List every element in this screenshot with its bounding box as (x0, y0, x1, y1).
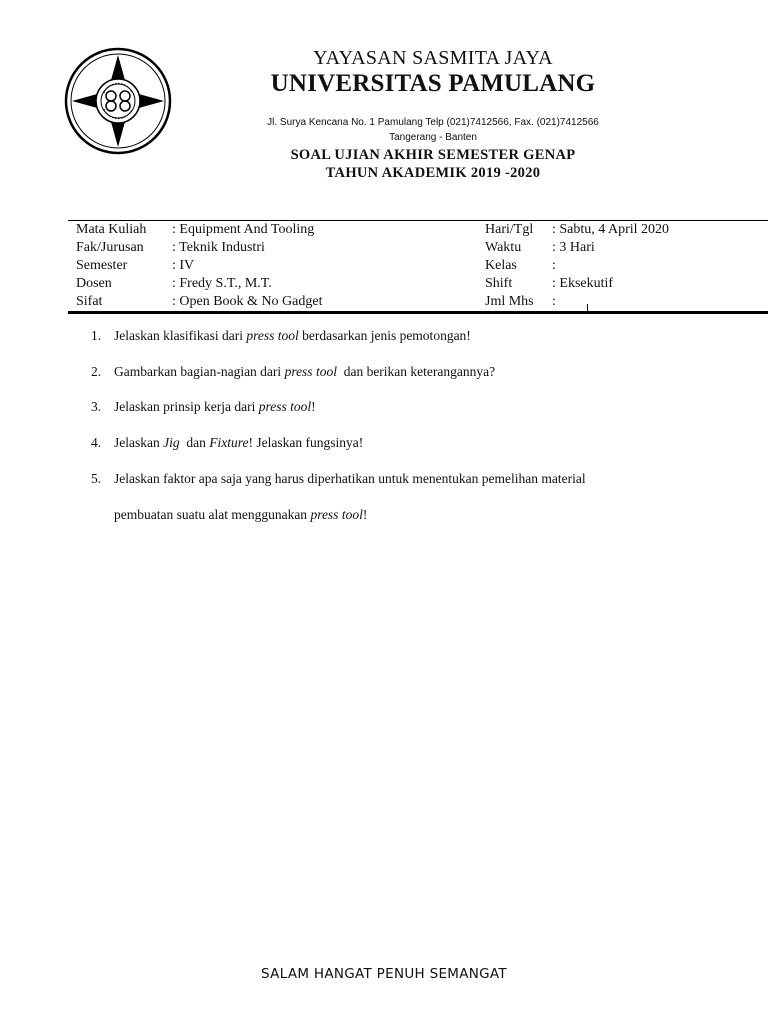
question-number: 3. (91, 399, 102, 414)
info-label: Semester (76, 258, 128, 273)
address-line-2: Tangerang - Banten (389, 132, 477, 143)
exam-title: SOAL UJIAN AKHIR SEMESTER GENAP (290, 147, 576, 163)
info-label: Dosen (76, 276, 112, 291)
info-value: : IV (172, 258, 195, 273)
info-label: Hari/Tgl (485, 222, 534, 237)
question-text-part: Jelaskan prinsip kerja dari (114, 399, 259, 414)
question-text-part: dan berikan keterangannya? (336, 364, 496, 379)
question-term: Fixture (209, 435, 249, 450)
question-text-part: Jelaskan faktor apa saja yang harus diperhatikan untuk menentukan pemelihan material (114, 471, 586, 486)
question-number: 2. (91, 364, 102, 379)
question-term: Jig (163, 435, 180, 450)
question-term: press tool (284, 364, 337, 379)
question-number: 1. (91, 328, 102, 343)
foundation-name: YAYASAN SASMITA JAYA (313, 47, 553, 69)
info-value: : Equipment And Tooling (172, 222, 315, 237)
question-number: 4. (91, 435, 102, 450)
question-text-part: Jelaskan klasifikasi dari (114, 328, 247, 343)
info-value: : Sabtu, 4 April 2020 (552, 222, 670, 237)
info-value: : (552, 258, 556, 273)
info-value: : Teknik Industri (172, 240, 265, 255)
question-text-part: berdasarkan jenis pemotongan! (298, 328, 471, 343)
info-value: : Open Book & No Gadget (172, 294, 323, 309)
address-line-1: Jl. Surya Kencana No. 1 Pamulang Telp (021)7412566, Fax. (021)7412566 (267, 117, 599, 128)
question-text (114, 471, 586, 487)
university-seal-icon (64, 47, 172, 155)
question-term: press tool (258, 399, 312, 414)
info-label: Kelas (485, 258, 517, 273)
info-label: Fak/Jurusan (76, 240, 144, 255)
question-term: press tool (246, 328, 299, 343)
question-text-part: pembuatan suatu alat menggunakan (114, 507, 311, 522)
question-text (114, 435, 363, 451)
question-text-part: ! (311, 399, 316, 414)
question-text-part: ! (362, 507, 368, 522)
question-number: 5. (91, 471, 102, 486)
info-label: Sifat (76, 294, 103, 309)
academic-year: TAHUN AKADEMIK 2019 -2020 (325, 165, 541, 181)
question-text (114, 364, 495, 380)
question-text-part: ! Jelaskan fungsinya! (248, 435, 364, 450)
info-table-bottom-rule (68, 311, 768, 314)
info-table (0, 221, 768, 311)
question-text-part: Gambarkan bagian-nagian dari (114, 364, 285, 379)
question-term: press tool (310, 507, 363, 522)
question-text-part: Jelaskan (114, 435, 164, 450)
question-text (114, 328, 471, 344)
question-text (114, 399, 316, 415)
info-value: : Fredy S.T., M.T. (172, 276, 272, 291)
info-value: : Eksekutif (552, 276, 614, 291)
info-value: : (552, 294, 556, 309)
footer-greeting: SALAM HANGAT PENUH SEMANGAT (261, 966, 507, 982)
question-text-part: dan (179, 435, 210, 450)
info-label: Waktu (485, 240, 522, 255)
info-label: Shift (485, 276, 513, 291)
question-continuation (114, 507, 367, 523)
info-value: : 3 Hari (552, 240, 595, 255)
university-name: UNIVERSITAS PAMULANG (270, 70, 596, 97)
info-label: Jml Mhs (485, 294, 534, 309)
info-label: Mata Kuliah (76, 222, 147, 237)
